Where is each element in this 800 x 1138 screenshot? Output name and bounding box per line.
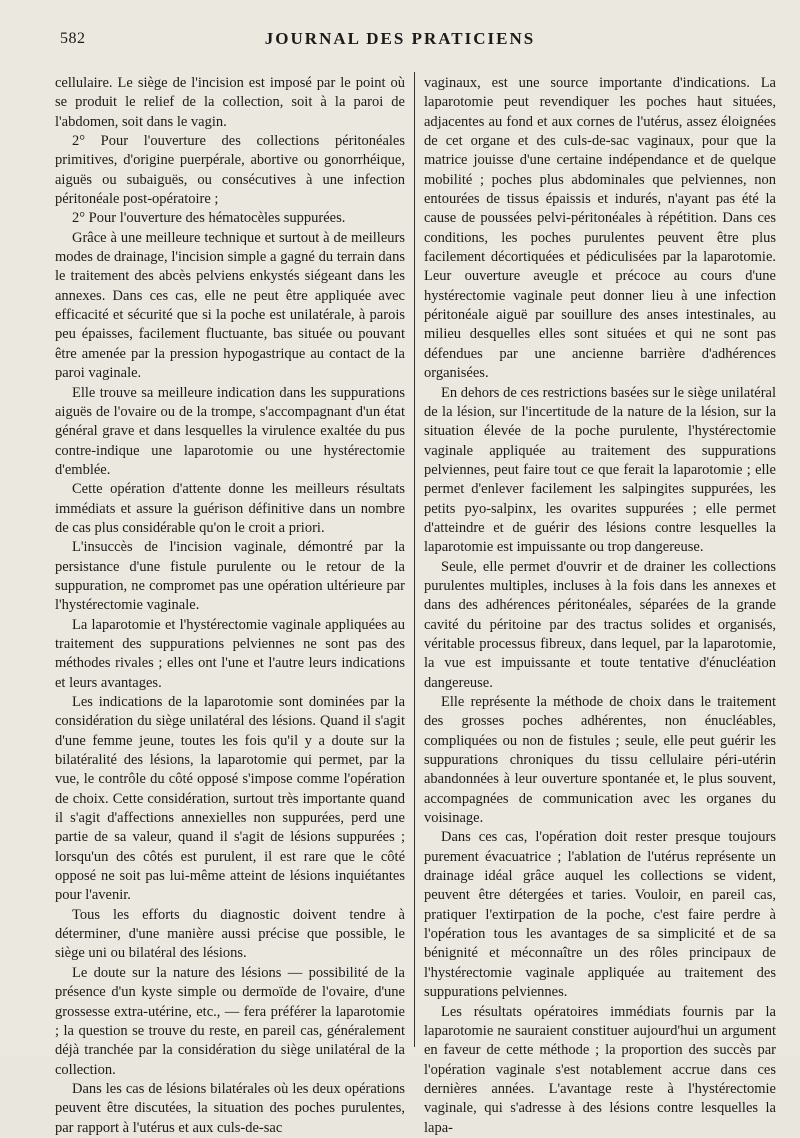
right-column <box>424 74 776 1136</box>
column-divider <box>414 72 415 1047</box>
paragraph: Elle trouve sa meilleure indication dans les suppurations aiguës de l'ovaire ou de la trompe, s'accompagnant d'un état général grave et dans lesquelles la virulence exaltée du pus contre-indique une laparotomie ou une hystérectomie d'emblée. <box>55 384 405 478</box>
paragraph: Seule, elle permet d'ouvrir et de drainer les collections purulentes multiples, incluses à la fois dans les annexes et dans des adhérences péritonéales, séparées de la grande cavité du péritoine par des tractus solides et organisés, véritable processus fibreux, dans lequel, par la laparotomie, la vue est impuissante et toute tentative d'énucléation dangereuse. <box>424 558 776 691</box>
paragraph: L'insuccès de l'incision vaginale, démontré par la persistance d'une fistule purulente ou le retour de la suppuration, ne compromet pas une opération ultérieure par l'hystérectomie vaginale. <box>55 539 405 614</box>
paragraph: En dehors de ces restrictions basées sur le siège unilatéral de la lésion, sur l'incertitude de la nature de la lésion, sur la situation élevée de la poche purulente, l'hystérectomie vaginale appliquée au traitement des suppurations pelviennes, peut faire tout ce que ferait la laparotomie ; elle permet d'enlever facilement les salpingites suppurées, les petits pyo-salpinx, les ovarites suppurées ; elle permet d'atteindre et de guérir des lésions contre lesquelles la laparotomie est impuissante ou trop dangereuse. <box>424 384 776 556</box>
paragraph: 2° Pour l'ouverture des collections péritonéales primitives, d'origine puerpérale, abortive ou gonorrhéique, aiguës ou subaiguës, ou consécutives à une infection péritonéale post-opératoire ; <box>55 133 405 208</box>
paragraph: Dans les cas de lésions bilatérales où les deux opérations peuvent être discutées, la situation des poches purulentes, par rapport à l'utérus et aux culs-de-sac <box>55 1080 405 1136</box>
page-number: 582 <box>60 30 86 47</box>
paragraph: vaginaux, est une source importante d'indications. La laparotomie peut revendiquer les poches haut situées, adjacentes au fond et aux cornes de l'utérus, assez éloignées de cet organe et des culs-de-sac vaginaux, pour que la matrice jouisse d'une certaine indépendance et de quelque mobilité ; poches plus abdominales que pelviennes, non entourées de tissus épaissis et indurés, n'ayant pas été la cause de poussées pelvi-péritonéales à répétition. Dans ces conditions, les poches purulentes peuvent être plus facilement décortiquées et pédiculisées par la laparotomie. Leur ouverture aveugle et précoce au cours d'une hystérectomie vaginale peut donner lieu à une infection péritonéale aiguë par souillure des anses intestinales, au milieu desquelles elles sont situées et qui ne sont pas défendues par une ancienne barrière d'adhérences organisées. <box>424 75 776 382</box>
paragraph: 2° Pour l'ouverture des hématocèles suppurées. <box>72 210 346 227</box>
paragraph: Elle représente la méthode de choix dans le traitement des grosses poches adhérentes, non énucléables, compliquées ou non de fistules ; seule, elle peut guérir les suppurations chroniques du tissu cellulaire péri-utérin abandonnées à leur ouverture spontanée et, le plus souvent, accompagnées de communication avec les organes du voisinage. <box>424 694 776 827</box>
paragraph: Cette opération d'attente donne les meilleurs résultats immédiats et assure la guérison définitive dans un nombre de cas plus considérable qu'on le croit a priori. <box>55 481 405 536</box>
paragraph: Les résultats opératoires immédiats fournis par la laparotomie ne sauraient constituer aujourd'hui un argument en faveur de cette méthode ; la proportion des succès par l'opération vaginale s'est notablement accrue dans ces dernières années. L'avantage reste à l'hystérectomie vaginale, qui s'adresse à des lésions contre lesquelles la lapa- <box>424 1003 776 1136</box>
journal-title: JOURNAL DES PRATICIENS <box>264 29 536 48</box>
paragraph: Le doute sur la nature des lésions — possibilité de la présence d'un kyste simple ou dermoïde de l'ovaire, d'une grossesse extra-utérine, etc., — fera préférer la laparotomie ; la question se trouve du reste, en pareil cas, généralement déjà tranchée par la considération du siège unilatéral de la collection. <box>55 964 405 1078</box>
paragraph: Tous les efforts du diagnostic doivent tendre à déterminer, d'une manière aussi précise que possible, le siège uni ou bilatéral des lésions. <box>55 906 405 962</box>
left-column <box>55 74 405 1136</box>
paragraph: cellulaire. Le siège de l'incision est imposé par le point où se produit le relief de la collection, soit à la paroi de l'abdomen, soit dans le vagin. <box>55 75 405 130</box>
paragraph: La laparotomie et l'hystérectomie vaginale appliquées au traitement des suppurations pelviennes ne sont pas des méthodes rivales ; elles ont l'une et l'autre leurs indications et leurs avantages. <box>55 616 405 691</box>
page-header <box>0 0 800 62</box>
paragraph: Les indications de la laparotomie sont dominées par la considération du siège unilatéral des lésions. Quand il s'agit d'une femme jeune, toutes les fois qu'il y a doute sur la bilatéralité des lésions, la laparotomie qui permet, par la vue, le contrôle du côté opposé s'impose comme l'opération de choix. Cette considération, surtout très importante quand il s'agit d'affections annexielles non suppurées, perd une partie de sa valeur, quand il s'agit de lésions suppurées ; lorsqu'un des côtés est purulent, il est rare que le côté opposé ne soit pas lui-même atteint de lésions inquiétantes pour l'avenir. <box>55 694 405 904</box>
paragraph: Dans ces cas, l'opération doit rester presque toujours purement évacuatrice ; l'ablation de l'utérus représente un drainage idéal grâce auquel les collections se vident, peuvent être détergées et taries. Vouloir, en pareil cas, pratiquer l'extirpation de la poche, c'est faire perdre à l'opération tous les avantages de sa simplicité et de sa bénignité et méconnaître un des rôles principaux de l'hystérectomie vaginale appliquée au traitement des suppurations pelviennes. <box>424 829 776 1001</box>
paragraph: Grâce à une meilleure technique et surtout à de meilleurs modes de drainage, l'incision simple a gagné du terrain dans le traitement des abcès pelviens enkystés siégeant dans les annexes. Dans ces cas, elle ne peut être appliquée avec efficacité et sécurité que si la poche est unilatérale, à parois peu épaisses, facilement fluctuante, bas située ou pouvant être amenée par la pression hypogastrique au contact de la paroi vaginale. <box>55 229 405 382</box>
